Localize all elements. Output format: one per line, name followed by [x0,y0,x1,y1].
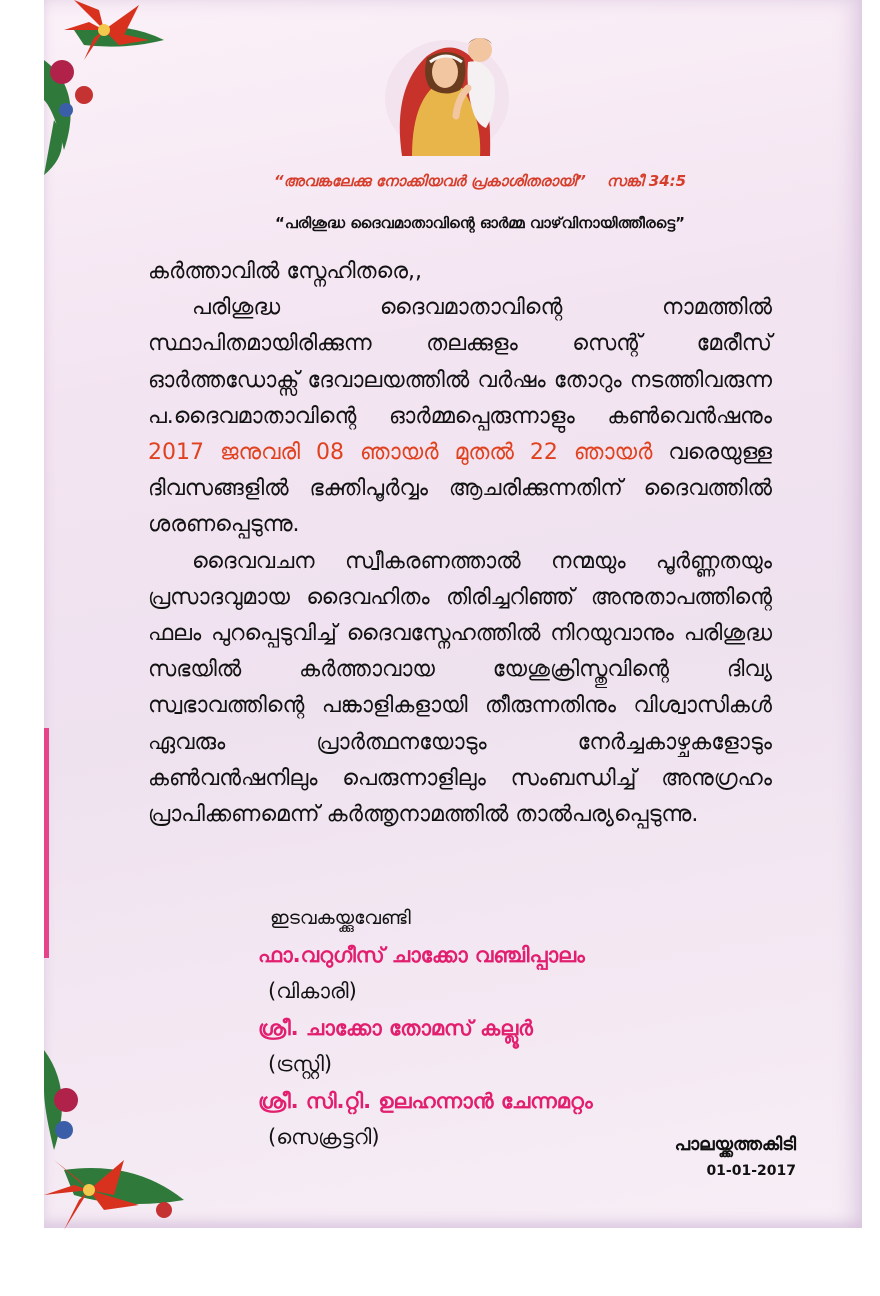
signature-block [258,900,593,1156]
madonna-child-icon [372,28,522,156]
event-dates: 2017 ജനുവരി 08 ഞായർ മുതൽ 22 ഞായർ [148,440,653,466]
paragraph-2: ദൈവവചന സ്വീകരണത്താൽ നന്മയും പൂർണ്ണതയും പ്രസാദവുമായ ദൈവഹിതം തിരിച്ചറിഞ്ഞ് അനുതാപത്തിന്റെ ഫലം പുറപ്പെടുവിച്ച് ദൈവസ്നേഹത്തിൽ നിറയുവാനും പരിശുദ്ധ സഭയിൽ കർത്താവായ യേശുക്രിസ്തുവിന്റെ ദിവ്യ സ്വഭാവത്തിന്റെ പങ്കാളികളായി തീരുന്നതിനും വിശ്വാസികൾ ഏവരും പ്രാർത്ഥനയോടും നേർച്ചകാഴ്ചകളോടും കൺവൻഷനിലും പെരുന്നാളിലും സംബന്ധിച്ച് അനുഗ്രഹം പ്രാപിക്കണമെന്ന് കർത്തൃനാമത്തിൽ താൽപര്യപ്പെടുന്നു. [148,548,772,828]
verse-text: “അവങ്കലേക്കു നോക്കിയവർ പ്രകാശിതരായി” [273,172,586,190]
letter-body [148,254,772,833]
signature-intro: ഇടവകയ്ക്കുവേണ്ടി [270,907,411,929]
vicar-title: (വികാരി) [268,979,357,1003]
verse-reference: സങ്കീ 34:5 [606,172,687,190]
paragraph-1 [148,290,772,543]
secretary-name: ശ്രീ. സി.റ്റി. ഉലഹന്നാൻ ചേന്നമറ്റം [258,1088,593,1113]
trustee-name: ശ്രീ. ചാക്കോ തോമസ് കല്ലൂർ [258,1015,533,1040]
poinsettia-decoration-top [44,0,184,180]
motto-line: “പരിശുദ്ധ ദൈവമാതാവിന്റെ ഓർമ്മ വാഴ്‌വിനായിത്തീരട്ടെ” [275,214,685,232]
page-edge-stripe [44,728,49,958]
secretary-title: (സെക്രട്ടറി) [268,1125,380,1149]
paragraph-1-text-b: വരെയുള്ള ദിവസങ്ങളിൽ ഭക്തിപൂർവ്വം ആചരിക്കുന്നതിന് ദൈവത്തിൽ ശരണപ്പെടുന്നു. [148,440,773,538]
paragraph-1-text-a: പരിശുദ്ധ ദൈവമാതാവിന്റെ നാമത്തിൽ സ്ഥാപിതമായിരിക്കുന്ന തലക്കുളം സെന്റ് മേരീസ് ഓർത്തഡോക്സ് ദേവാലയത്തിൽ വർഷം തോറും നടത്തിവരുന്ന പ.ദൈവമാതാവിന്റെ ഓർമ്മപ്പെരുന്നാളും കൺവെൻഷനും [148,295,772,429]
letter-date: 01-01-2017 [706,1163,796,1179]
poinsettia-decoration-bottom [44,1030,194,1230]
vicar-name: ഫാ.വറുഗീസ് ചാക്കോ വഞ്ചിപ്പാലം [258,942,585,967]
verse-line [40,172,880,190]
salutation: കർത്താവിൽ സ്നേഹിതരെ,, [148,259,422,284]
place-date-block [560,1134,796,1179]
trustee-title: (ട്രസ്റ്റി) [268,1052,333,1076]
place-name: പാലയ്ക്കത്തകിടി [674,1134,796,1155]
